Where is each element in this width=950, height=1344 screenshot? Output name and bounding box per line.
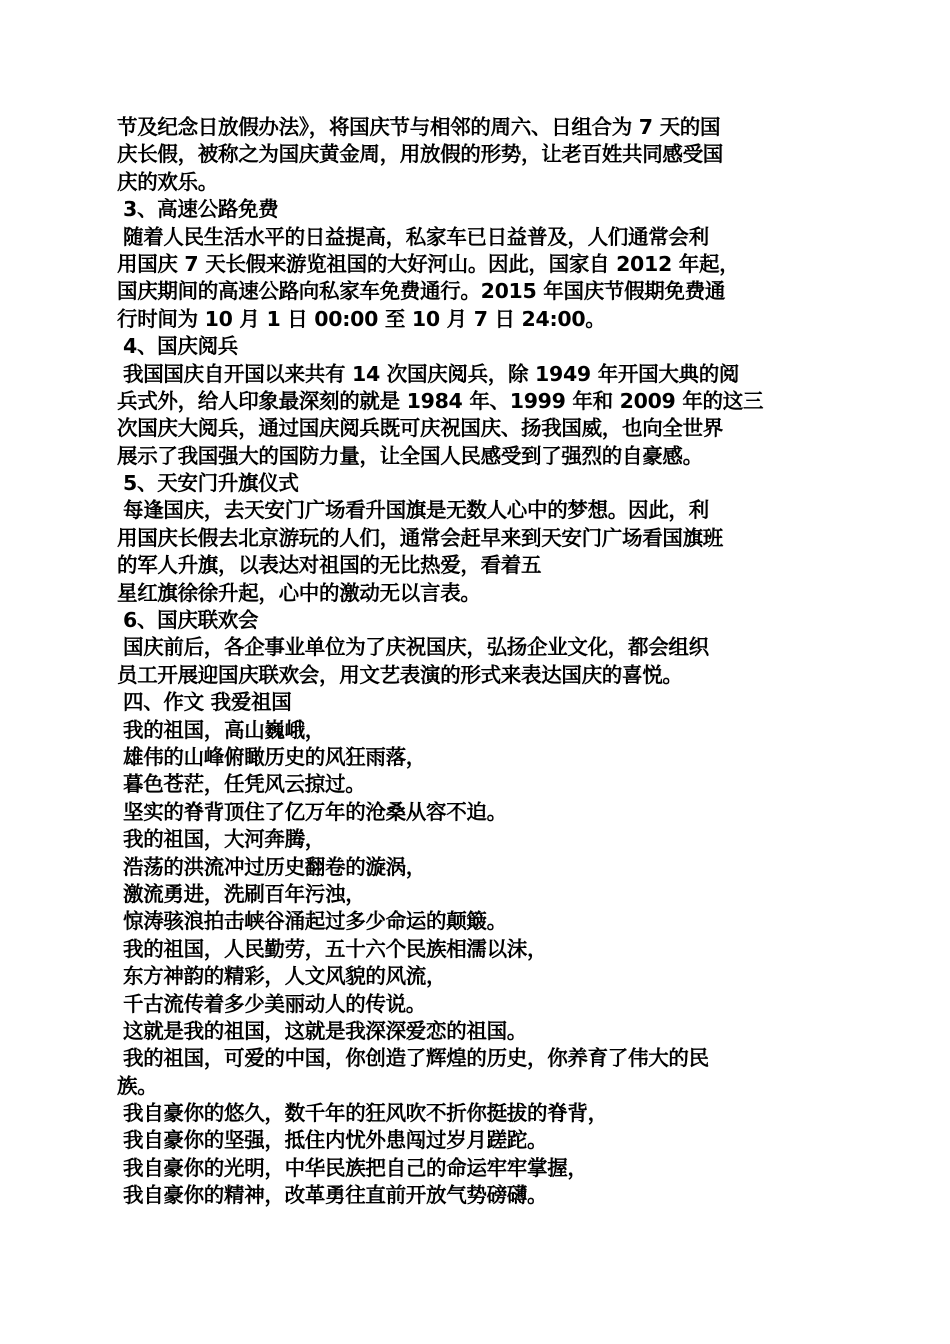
text-line: 千古流传着多少美丽动人的传说。: [123, 991, 426, 1016]
document-page: [117, 114, 837, 1210]
text-line: 我的祖国，高山巍峨，: [123, 717, 325, 742]
text-line: 东方神韵的精彩，人文风貌的风流，: [123, 964, 447, 989]
text-line: 雄伟的山峰俯瞰历史的风狂雨落，: [123, 744, 426, 769]
text-line: 坚实的脊背顶住了亿万年的沧桑从容不迫。: [123, 799, 507, 824]
text-line: 星红旗徐徐升起，心中的激动无以言表。: [117, 580, 481, 605]
text-line: 我自豪你的光明，中华民族把自己的命运牢牢掌握，: [123, 1155, 588, 1180]
text-line: 用国庆 7 天长假来游览祖国的大好河山。因此，国家自 2012 年起，: [117, 251, 740, 276]
text-line: 庆的欢乐。: [117, 169, 218, 194]
text-line: 四、作文 我爱祖国: [123, 690, 292, 715]
text-line: 展示了我国强大的国防力量，让全国人民感受到了强烈的自豪感。: [117, 443, 703, 468]
text-line: 暮色苍茫，任凭风云掠过。: [123, 772, 366, 797]
text-line: 6、国庆联欢会: [123, 608, 259, 633]
text-line: 每逢国庆，去天安门广场看升国旗是无数人心中的梦想。因此，利: [123, 498, 709, 523]
text-line: 员工开展迎国庆联欢会，用文艺表演的形式来表达国庆的喜悦。: [117, 662, 683, 687]
text-line: 惊涛骇浪拍击峡谷涌起过多少命运的颠簸。: [123, 909, 507, 934]
text-line: 庆长假，被称之为国庆黄金周，用放假的形势，让老百姓共同感受国: [117, 142, 723, 167]
text-line: 族。: [117, 1073, 158, 1098]
text-line: 这就是我的祖国，这就是我深深爱恋的祖国。: [123, 1018, 527, 1043]
text-line: 我自豪你的精神，改革勇往直前开放气势磅礴。: [123, 1183, 548, 1208]
text-line: 随着人民生活水平的日益提高，私家车已日益普及，人们通常会利: [123, 224, 709, 249]
text-line: 用国庆长假去北京游玩的人们，通常会赶早来到天安门广场看国旗班: [117, 525, 723, 550]
text-line: 节及纪念日放假办法》，将国庆节与相邻的周六、日组合为 7 天的国: [117, 115, 721, 139]
text-line: 兵式外，给人印象最深刻的就是 1984 年、1999 年和 2009 年的这三: [117, 388, 764, 413]
text-line: 我自豪你的悠久，数千年的狂风吹不折你挺拔的脊背，: [123, 1101, 608, 1126]
text-line: 我的祖国，可爱的中国，你创造了辉煌的历史，你养育了伟大的民: [123, 1046, 709, 1071]
text-line: 我国国庆自开国以来共有 14 次国庆阅兵，除 1949 年开国大典的阅: [123, 361, 740, 386]
text-line: 激流勇进，洗刷百年污浊，: [123, 881, 366, 906]
text-line: 我的祖国，人民勤劳，五十六个民族相濡以沫，: [123, 936, 548, 961]
text-line: 国庆期间的高速公路向私家车免费通行。2015 年国庆节假期免费通: [117, 279, 726, 304]
text-line: 3、高速公路免费: [123, 197, 279, 222]
text-line: 的军人升旗，以表达对祖国的无比热爱，看着五: [117, 553, 542, 578]
text-line: 行时间为 10 月 1 日 00:00 至 10 月 7 日 24:00。: [117, 306, 606, 331]
text-line: 5、天安门升旗仪式: [123, 471, 299, 496]
text-line: 我的祖国，大河奔腾，: [123, 827, 325, 852]
text-line: 4、国庆阅兵: [123, 334, 238, 359]
text-line: 浩荡的洪流冲过历史翻卷的漩涡，: [123, 854, 426, 879]
text-line: 次国庆大阅兵，通过国庆阅兵既可庆祝国庆、扬我国威，也向全世界: [117, 416, 723, 441]
text-line: 国庆前后，各企事业单位为了庆祝国庆，弘扬企业文化，都会组织: [123, 635, 709, 660]
text-line: 我自豪你的坚强，抵住内忧外患闯过岁月蹉跎。: [123, 1128, 548, 1153]
